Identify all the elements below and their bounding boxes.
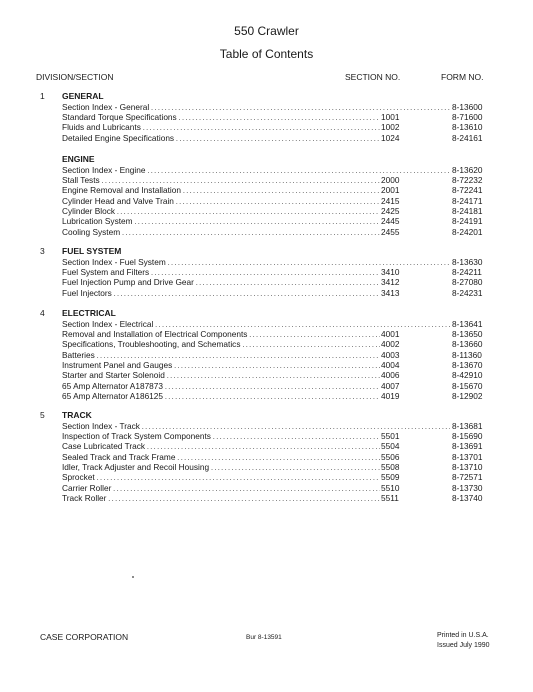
entry-section-number: 2415	[381, 195, 400, 206]
entry-section-number: 4006	[381, 370, 400, 381]
entry-form-number: 8-13641	[452, 318, 483, 329]
toc-entry	[62, 452, 492, 462]
toc-entry	[62, 329, 492, 339]
entry-title: Fuel System and Filters . . .	[62, 267, 380, 277]
toc-entry	[62, 391, 492, 401]
entry-form-number: 8-24201	[452, 226, 483, 237]
section-heading: ELECTRICAL	[62, 308, 116, 318]
entry-form-number: 8-13620	[452, 164, 483, 175]
entry-form-number: 8-13610	[452, 122, 483, 133]
toc-entry	[62, 102, 492, 112]
entry-title: Section Index - Track . . .	[62, 421, 450, 431]
entry-title: Idler, Track Adjuster and Recoil Housing . . .	[62, 462, 380, 472]
toc-entry	[62, 227, 492, 237]
entry-section-number: 5509	[381, 472, 400, 483]
entry-section-number: 1001	[381, 111, 400, 122]
footer-issued: Issued July 1990	[437, 642, 490, 649]
entry-section-number: 5511	[381, 493, 399, 504]
entry-title: Removal and Installation of Electrical Components . . .	[62, 329, 380, 339]
entry-section-number: 4001	[381, 328, 400, 339]
entry-title: Cylinder Head and Valve Train . . .	[62, 196, 380, 206]
toc-entry	[62, 257, 492, 267]
toc-entry	[62, 350, 492, 360]
entry-form-number: 8-13660	[452, 339, 483, 350]
toc-entry	[62, 421, 492, 431]
entry-form-number: 8-42910	[452, 370, 483, 381]
entry-title: Cylinder Block . . .	[62, 206, 380, 216]
toc-entry	[62, 370, 492, 380]
toc-entry	[62, 472, 492, 482]
column-header-form-no: FORM NO.	[441, 72, 484, 82]
entry-section-number: 1024	[381, 132, 400, 143]
toc-entry	[62, 277, 492, 287]
section-heading: TRACK	[62, 410, 92, 420]
entry-form-number: 8-24181	[452, 206, 483, 217]
entry-title: Carrier Roller . . .	[62, 483, 380, 493]
entry-form-number: 8-13740	[452, 493, 483, 504]
toc-entry	[62, 431, 492, 441]
entry-form-number: 8-11360	[452, 349, 482, 360]
entry-form-number: 8-24171	[452, 195, 483, 206]
entry-form-number: 8-13600	[452, 101, 483, 112]
entry-list	[62, 165, 492, 238]
entry-section-number: 1002	[381, 122, 400, 133]
entry-section-number: 5501	[381, 430, 400, 441]
entry-title: Cooling System . . .	[62, 227, 380, 237]
entry-title: Fuel Injection Pump and Drive Gear . . .	[62, 277, 380, 287]
entry-form-number: 8-27080	[452, 277, 483, 288]
section-heading: GENERAL	[62, 91, 104, 101]
toc-entry	[62, 185, 492, 195]
entry-section-number: 4003	[381, 349, 400, 360]
entry-title: Instrument Panel and Gauges . . .	[62, 360, 380, 370]
entry-form-number: 8-24161	[452, 132, 483, 143]
entry-title: Section Index - Fuel System . . .	[62, 257, 450, 267]
entry-form-number: 8-15690	[452, 430, 483, 441]
toc-entry	[62, 360, 492, 370]
entry-form-number: 8-12902	[452, 391, 483, 402]
entry-form-number: 8-72241	[452, 185, 483, 196]
toc-entry	[62, 216, 492, 226]
entry-form-number: 8-72571	[452, 472, 483, 483]
entry-form-number: 8-13650	[452, 328, 483, 339]
entry-form-number: 8-24211	[452, 266, 482, 277]
footer-print-info	[437, 631, 490, 651]
entry-section-number: 5506	[381, 451, 400, 462]
column-header-section-no: SECTION NO.	[345, 72, 401, 82]
entry-section-number: 2455	[381, 226, 400, 237]
section-heading: ENGINE	[62, 154, 95, 164]
entry-form-number: 8-13730	[452, 482, 483, 493]
entry-form-number: 8-15670	[452, 380, 483, 391]
entry-form-number: 8-13681	[452, 420, 483, 431]
entry-form-number: 8-13630	[452, 256, 483, 267]
entry-title: 65 Amp Alternator A187873 . . .	[62, 381, 380, 391]
toc-entry	[62, 122, 492, 132]
document-subtitle: Table of Contents	[219, 47, 314, 61]
entry-form-number: 8-24231	[452, 287, 483, 298]
entry-title: Batteries . . .	[62, 350, 380, 360]
stray-mark	[132, 576, 134, 578]
entry-section-number: 2000	[381, 174, 400, 185]
toc-entry	[62, 462, 492, 472]
entry-title: Engine Removal and Installation . . .	[62, 185, 380, 195]
section-number: 5	[40, 410, 45, 420]
entry-title: Sprocket . . .	[62, 472, 380, 482]
entry-title: Fuel Injectors . . .	[62, 288, 380, 298]
entry-title: Track Roller . . .	[62, 493, 380, 503]
entry-section-number: 2001	[381, 185, 400, 196]
toc-entry	[62, 112, 492, 122]
section-number: 4	[40, 308, 45, 318]
entry-title: Starter and Starter Solenoid . . .	[62, 370, 380, 380]
toc-entry	[62, 133, 492, 143]
entry-title: 65 Amp Alternator A186125 . . .	[62, 391, 380, 401]
toc-entry	[62, 493, 492, 503]
entry-section-number: 3413	[381, 287, 400, 298]
entry-section-number: 5508	[381, 462, 400, 473]
entry-section-number: 5504	[381, 441, 400, 452]
entry-section-number: 2445	[381, 216, 400, 227]
toc-entry	[62, 165, 492, 175]
column-header-division: DIVISION/SECTION	[36, 72, 114, 82]
entry-list	[62, 257, 492, 299]
entry-title: Sealed Track and Track Frame . . .	[62, 452, 380, 462]
footer-form-ref: Bur 8-13591	[246, 634, 282, 641]
entry-title: Section Index - General . . .	[62, 102, 450, 112]
entry-section-number: 5510	[381, 482, 400, 493]
entry-section-number: 4019	[381, 391, 400, 402]
toc-entry	[62, 339, 492, 349]
entry-form-number: 8-13710	[452, 462, 483, 473]
section-number: 3	[40, 246, 45, 256]
toc-entry	[62, 319, 492, 329]
entry-title: Fluids and Lubricants . . .	[62, 122, 380, 132]
toc-entry	[62, 288, 492, 298]
entry-form-number: 8-24191	[452, 216, 483, 227]
toc-entry	[62, 381, 492, 391]
toc-entry	[62, 267, 492, 277]
toc-entry	[62, 196, 492, 206]
toc-entry	[62, 441, 492, 451]
entry-title: Lubrication System . . .	[62, 216, 380, 226]
entry-title: Section Index - Engine . . .	[62, 165, 450, 175]
entry-title: Stall Tests . . .	[62, 175, 380, 185]
entry-list	[62, 319, 492, 402]
entry-section-number: 4004	[381, 360, 400, 371]
toc-entry	[62, 483, 492, 493]
entry-title: Section Index - Electrical . . .	[62, 319, 450, 329]
entry-form-number: 8-13701	[452, 451, 483, 462]
entry-title: Case Lubricated Track . . .	[62, 441, 380, 451]
entry-title: Standard Torque Specifications . . .	[62, 112, 380, 122]
entry-form-number: 8-72232	[452, 174, 483, 185]
entry-section-number: 3410	[381, 266, 400, 277]
entry-section-number: 4002	[381, 339, 400, 350]
entry-form-number: 8-13670	[452, 360, 483, 371]
footer-printed: Printed in U.S.A.	[437, 632, 489, 639]
section-heading: FUEL SYSTEM	[62, 246, 122, 256]
entry-section-number: 4007	[381, 380, 400, 391]
entry-list	[62, 102, 492, 144]
entry-title: Detailed Engine Specifications . . .	[62, 133, 380, 143]
section-number: 1	[40, 91, 45, 101]
entry-list	[62, 421, 492, 504]
entry-form-number: 8-13691	[452, 441, 483, 452]
toc-entry	[62, 206, 492, 216]
entry-section-number: 2425	[381, 206, 400, 217]
entry-title: Specifications, Troubleshooting, and Schematics . . .	[62, 339, 380, 349]
entry-title: Inspection of Track System Components . . .	[62, 431, 380, 441]
entry-form-number: 8-71600	[452, 111, 483, 122]
entry-section-number: 3412	[381, 277, 400, 288]
footer-company: CASE CORPORATION	[40, 632, 129, 642]
document-title: 550 Crawler	[234, 24, 299, 38]
toc-entry	[62, 175, 492, 185]
